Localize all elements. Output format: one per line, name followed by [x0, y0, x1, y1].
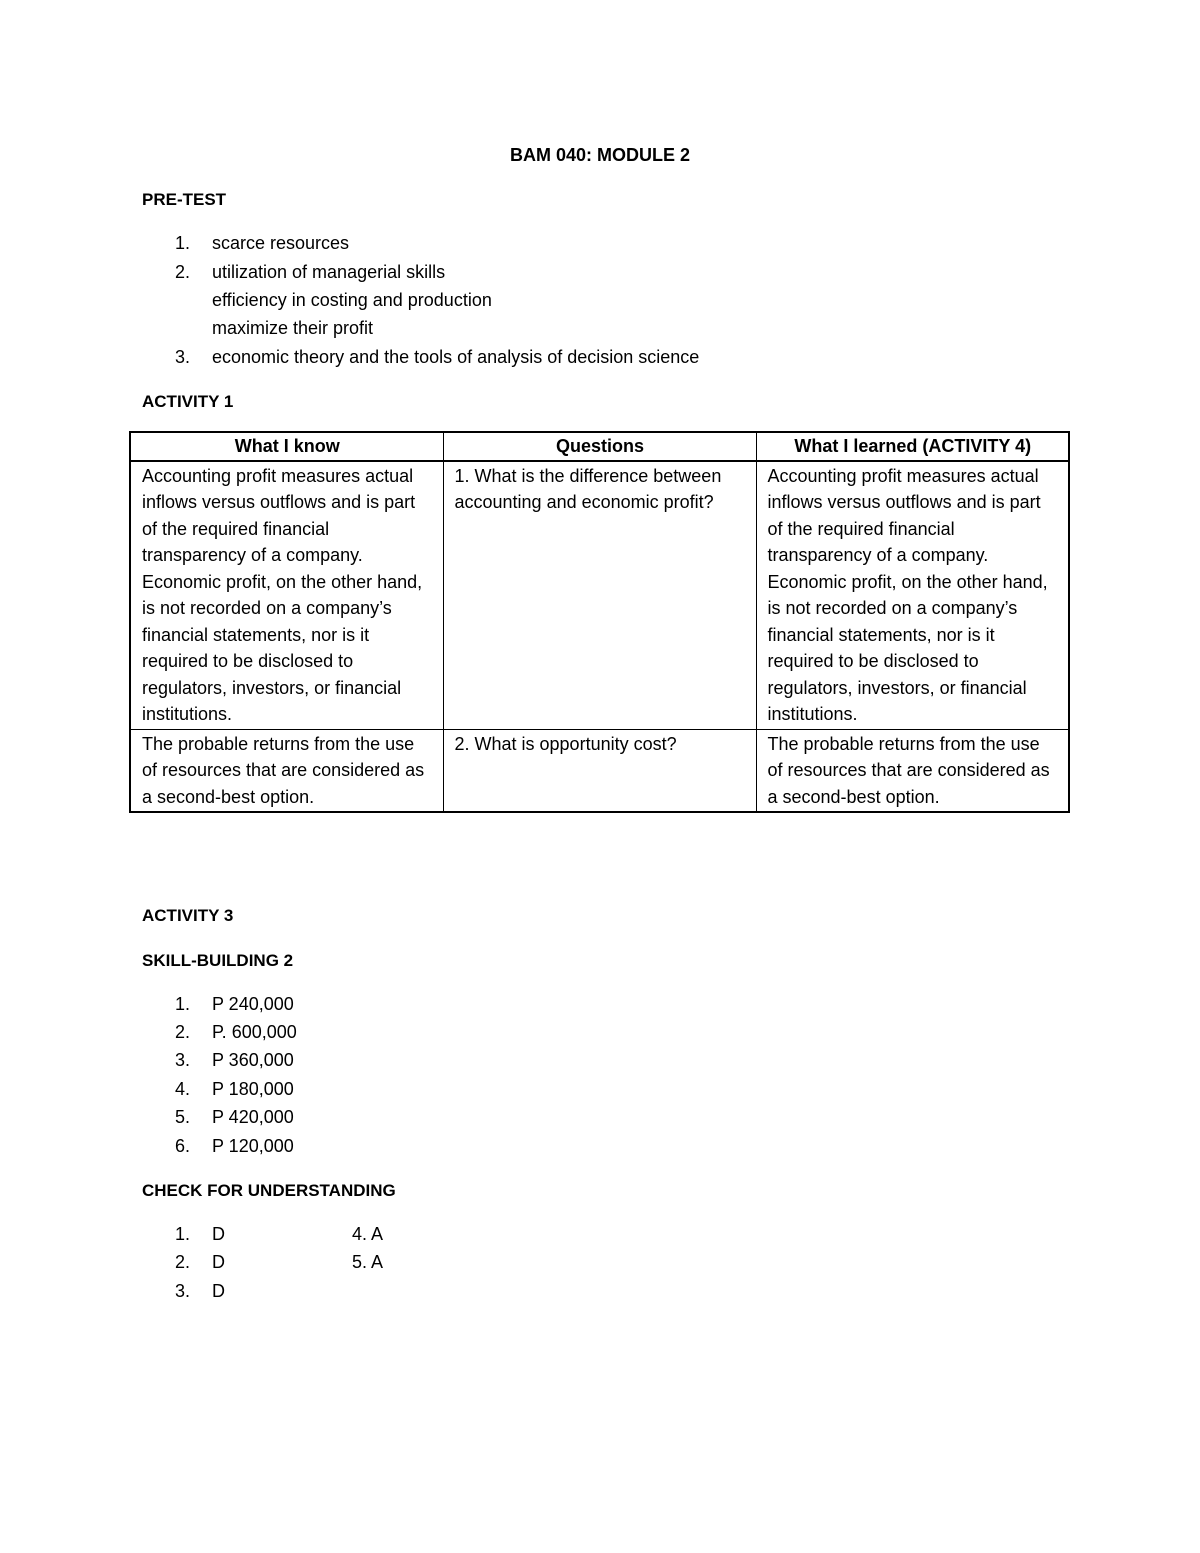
activity1-table: [129, 431, 1070, 813]
list-number: 3.: [175, 1050, 191, 1070]
list-number: 6.: [175, 1136, 191, 1156]
activity3-heading: ACTIVITY 3: [142, 906, 234, 925]
check-item-1: [175, 1224, 225, 1245]
table-cell: The probable returns from the use of resources that are considered as a second-best option.: [756, 729, 1069, 812]
skill-answer: P 240,000: [212, 994, 294, 1014]
skill-item-6: [175, 1136, 294, 1157]
table-cell: Accounting profit measures actual inflows versus outflows and is part of the required financial transparency of a company. Economic profit, on the other hand, is not recorded on a company’s financial statements, nor is it required to be disclosed to regulators, investors, or financial institutions.: [756, 461, 1069, 730]
skill-answer: P. 600,000: [212, 1022, 297, 1042]
list-number: 1.: [175, 994, 191, 1014]
list-number: 2.: [175, 1252, 191, 1272]
pretest-continuation: maximize their profit: [212, 318, 374, 338]
list-number: 4.: [175, 1079, 191, 1099]
list-number: 5.: [175, 1107, 191, 1127]
skill-item-3: [175, 1050, 294, 1071]
pretest-item-1: [175, 233, 349, 254]
pretest-answer: economic theory and the tools of analysis of decision science: [212, 347, 700, 367]
pretest-continuation: efficiency in costing and production: [212, 290, 492, 310]
check-answer: D: [212, 1281, 225, 1301]
check-answer: D: [212, 1252, 225, 1272]
pretest-heading: PRE-TEST: [142, 190, 227, 209]
check-item-2: [175, 1252, 225, 1273]
header-questions: Questions: [443, 432, 756, 461]
list-number: 2.: [175, 1022, 191, 1042]
list-number: 3.: [175, 1281, 191, 1301]
table-cell: Accounting profit measures actual inflows versus outflows and is part of the required financial transparency of a company. Economic profit, on the other hand, is not recorded on a company’s financial statements, nor is it required to be disclosed to regulators, investors, or financial institutions.: [130, 461, 443, 730]
check-answer: D: [212, 1224, 225, 1244]
list-number: 1.: [175, 233, 191, 253]
check-item-4: 4. A: [352, 1224, 384, 1244]
skill-answer: P 420,000: [212, 1107, 294, 1127]
list-number: 3.: [175, 347, 191, 367]
pretest-answer: scarce resources: [212, 233, 350, 253]
table-header-row: [130, 432, 1069, 461]
header-what-i-know: What I know: [130, 432, 443, 461]
check-item-3: [175, 1281, 225, 1302]
pretest-item-2: [175, 262, 445, 283]
skill-item-2: [175, 1022, 297, 1043]
check-heading: CHECK FOR UNDERSTANDING: [142, 1181, 396, 1200]
pretest-item-3: [175, 347, 699, 368]
list-number: 1.: [175, 1224, 191, 1244]
table-cell: The probable returns from the use of resources that are considered as a second-best option.: [130, 729, 443, 812]
skill-item-1: [175, 994, 294, 1015]
skill-item-5: [175, 1107, 294, 1128]
document-title: BAM 040: MODULE 2: [509, 145, 691, 165]
skill-answer: P 360,000: [212, 1050, 294, 1070]
activity1-heading: ACTIVITY 1: [142, 392, 234, 411]
table-cell: 1. What is the difference between accounting and economic profit?: [443, 461, 756, 730]
header-what-i-learned: What I learned (ACTIVITY 4): [756, 432, 1069, 461]
skill-item-4: [175, 1079, 294, 1100]
skill-answer: P 120,000: [212, 1136, 294, 1156]
check-item-5: 5. A: [352, 1252, 384, 1272]
skill-answer: P 180,000: [212, 1079, 294, 1099]
table-cell: 2. What is opportunity cost?: [443, 729, 756, 812]
table-row: [130, 461, 1069, 730]
skill-building-heading: SKILL-BUILDING 2: [142, 951, 294, 970]
list-number: 2.: [175, 262, 191, 282]
table-row: [130, 729, 1069, 812]
pretest-answer: utilization of managerial skills: [212, 262, 446, 282]
